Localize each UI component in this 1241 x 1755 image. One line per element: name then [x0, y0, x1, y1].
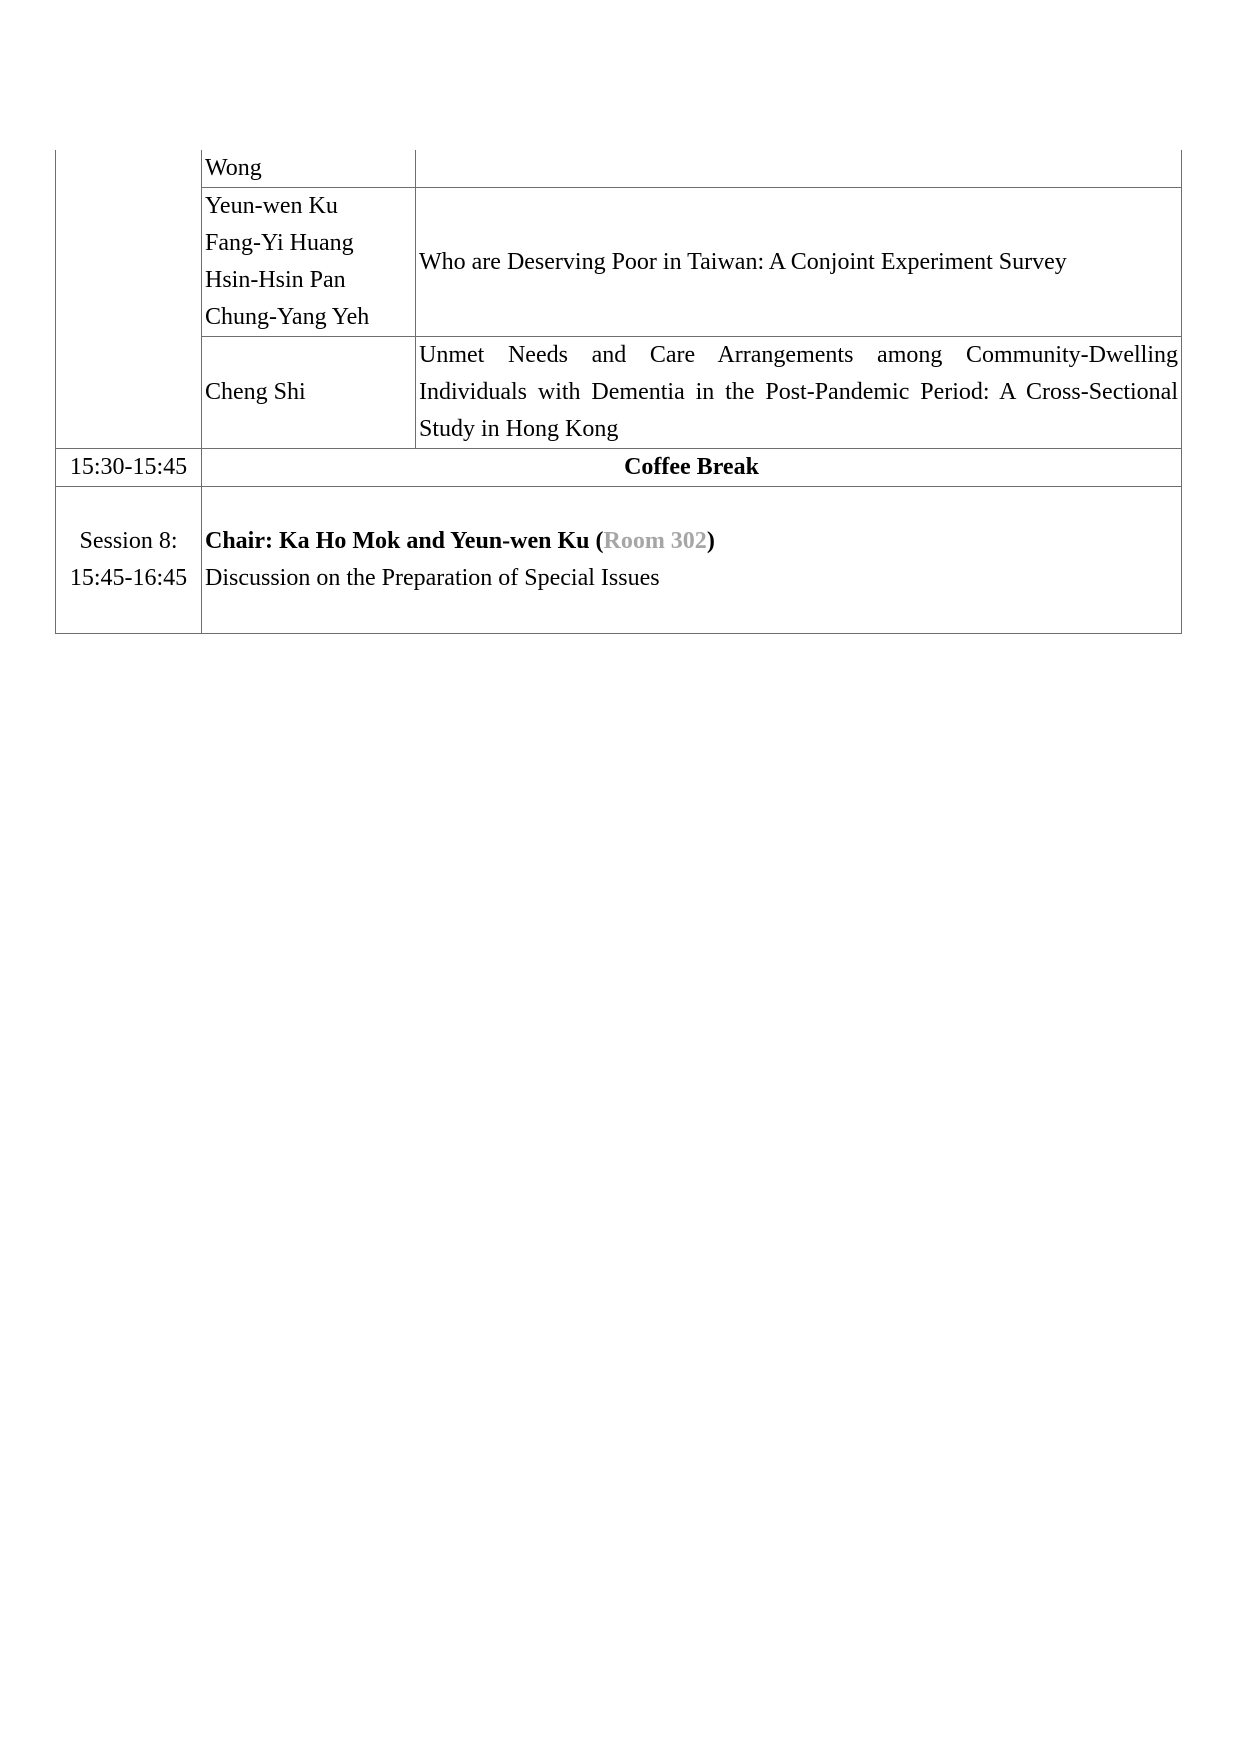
session-detail-cell	[202, 487, 1182, 634]
paper-title-cell	[416, 337, 1182, 449]
room-label: Room 302	[603, 528, 707, 554]
session-description: Discussion on the Preparation of Special Issues	[205, 565, 660, 591]
author-name: Chung-Yang Yeh	[205, 304, 370, 330]
break-time-cell	[56, 449, 202, 487]
paper-title: Unmet Needs and Care Arrangements among Community-Dwelling Individuals with Dementia in the Post-Pandemic Period: A Cross-Sectional Study in Hong Kong	[419, 342, 1178, 442]
author-cell	[202, 188, 416, 337]
schedule-table	[55, 150, 1182, 634]
session-time-cell	[56, 487, 202, 634]
author-cell	[202, 337, 416, 449]
table-row	[56, 188, 1182, 337]
author-name: Wong	[205, 155, 262, 181]
table-row	[56, 449, 1182, 487]
table-row	[56, 337, 1182, 449]
table-row	[56, 150, 1182, 188]
break-cell	[202, 449, 1182, 487]
author-name: Hsin-Hsin Pan	[205, 267, 346, 293]
author-name: Cheng Shi	[205, 379, 306, 405]
author-cell	[202, 150, 416, 188]
break-time: 15:30-15:45	[69, 454, 188, 480]
paper-title: Who are Deserving Poor in Taiwan: A Conjoint Experiment Survey	[419, 248, 1067, 275]
author-name: Fang-Yi Huang	[205, 230, 354, 256]
session-time-cell-continued	[56, 150, 202, 449]
title-cell-continued	[416, 150, 1182, 188]
author-name: Yeun-wen Ku	[205, 193, 338, 219]
chair-close: )	[706, 528, 715, 554]
paper-title-cell	[416, 188, 1182, 337]
session-time: 15:45-16:45	[69, 565, 188, 591]
session-chair	[205, 523, 1178, 560]
table-row	[56, 487, 1182, 634]
chair-text: Chair: Ka Ho Mok and Yeun-wen Ku (	[205, 528, 604, 554]
session-label: Session 8:	[79, 528, 178, 554]
break-label: Coffee Break	[624, 454, 759, 480]
